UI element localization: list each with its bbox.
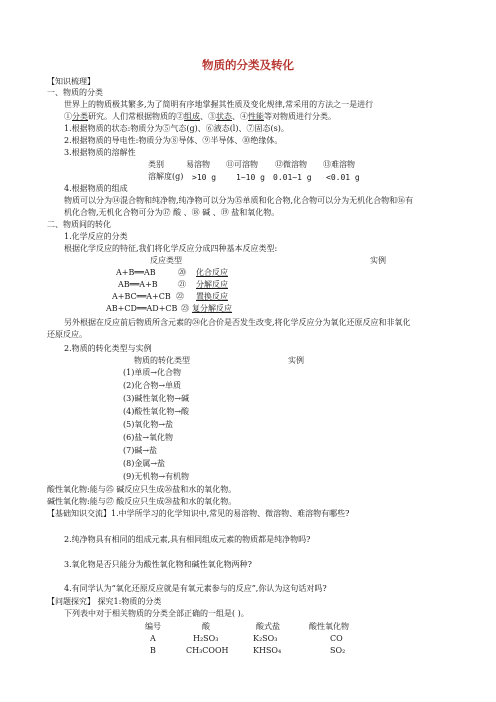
reaction-classification-heading: 1.化学反应的分类 (64, 232, 128, 241)
exploration-question: 下列表中对于相关物质的分类全部正确的一组是( )。 (64, 609, 249, 618)
intro-line-2: ①分类研究。人们常根据物质的②组成、③状态、④性能等对物质进行分类。 (64, 112, 336, 121)
rxn-no: ㉓ (181, 304, 189, 313)
tbl-cell: KHSO₄ (253, 646, 282, 655)
rxn-eq: A+B══AB (116, 268, 156, 277)
basic-question-4: 4.有同学认为“氧化还原反应就是有氧元素参与的反应”,你认为这句话对吗? (64, 584, 327, 593)
composition-line-2: 机化合物,无机化合物可分为⑰ 酸 、⑱ 碱 、⑲ 盐和氧化物。 (64, 208, 280, 217)
conv-header-type: 物质的转化类型 (134, 356, 190, 365)
rxn-name: 复分解反应 (192, 304, 232, 313)
conv-row: (1)单质→化合物 (123, 368, 182, 377)
tbl-header-number: 编号 (145, 622, 161, 631)
conv-row: (9)无机物→有机物 (123, 472, 190, 481)
problem-exploration-heading: 【问题探究】 探究1:物质的分类 (47, 597, 162, 606)
sol-value-insoluble: <0.01 g (326, 173, 360, 182)
sol-header-slightly-soluble: ⑪可溶物 (226, 160, 258, 169)
conversion-types-heading: 2.物质的转化类型与实例 (64, 344, 152, 353)
tbl-cell: B (150, 646, 156, 655)
sol-value-soluble: >10 g (192, 173, 217, 182)
tbl-cell: CH₃COOH (186, 646, 229, 655)
tbl-header-acid-salt: 酸式盐 (256, 622, 280, 631)
solubility-heading: 3.根据物质的溶解性 (64, 148, 136, 157)
conv-row: (3)碱性氧化物→碱 (123, 394, 190, 403)
rxn-no: ㉒ (176, 292, 184, 301)
sol-header-category: 类别 (148, 160, 164, 169)
basic-question-3: 3.氧化物是否只能分为酸性氧化物和碱性氧化物两种? (64, 560, 252, 569)
rxn-name: 化合反应 (196, 268, 228, 277)
sol-value-label: 溶解度(g) (148, 172, 184, 181)
rxn-header-type: 反应类型 (150, 256, 182, 265)
sol-value-slightly-soluble: 1~10 g (236, 173, 265, 182)
conv-row: (8)金属→盐 (123, 459, 166, 468)
sol-header-soluble: 易溶物 (186, 160, 210, 169)
redox-line-2: 还原反应。 (47, 330, 87, 339)
basic-oxide-definition: 碱性氧化物:能与㉗ 酸反应只生成㉘盐和水的氧化物。 (47, 497, 237, 506)
rxn-eq: AB+CD══AD+CB (106, 304, 178, 313)
basic-question-2: 2.纯净物具有相同的组成元素,具有相同组成元素的物质都是纯净物吗? (64, 535, 311, 544)
basic-question-1: 【基础知识交流】1.中学所学习的化学知识中,常见的易溶物、微溶物、难溶物有哪些? (47, 509, 350, 518)
conv-header-example: 实例 (288, 356, 304, 365)
rxn-name: 分解反应 (196, 280, 228, 289)
sol-value-micro-soluble: 0.01~1 g (273, 173, 312, 182)
tbl-cell: H₂SO₃ (193, 634, 219, 643)
rxn-eq: A+BC══A+CB (112, 292, 171, 301)
rxn-name: 置换反应 (196, 292, 228, 301)
rxn-eq: AB══A+B (118, 280, 158, 289)
redox-line-1: 另外根据在反应前后物质所含元素的㉔化合价是否发生改变,将化学反应分为氧化还原反应和非氧化 (64, 318, 411, 327)
conv-row: (5)氧化物→盐 (123, 420, 174, 429)
section-classification-heading: 一、物质的分类 (47, 88, 103, 97)
sol-header-insoluble: ⑬难溶物 (323, 160, 355, 169)
tbl-cell: SO₂ (330, 646, 346, 655)
page-title: 物质的分类及转化 (202, 58, 294, 72)
intro-line-1: 世界上的物质极其繁多,为了简明有序地掌握其性质及变化规律,常采用的方法之一是进行 (64, 100, 374, 109)
composition-heading: 4.根据物质的组成 (64, 184, 128, 193)
reaction-intro: 根据化学反应的特征,我们将化学反应分成四种基本反应类型: (64, 244, 278, 253)
rxn-header-example: 实例 (370, 256, 386, 265)
tbl-header-acidic-oxide: 酸性氧化物 (309, 622, 349, 631)
tbl-header-acid: 酸 (202, 622, 210, 631)
rxn-no: ⑳ (178, 268, 186, 277)
knowledge-heading: 【知识梳理】 (47, 77, 95, 86)
section-conversion-heading: 二、物质间的转化 (47, 220, 111, 229)
conv-row: (4)酸性氧化物→酸 (123, 407, 190, 416)
tbl-cell: CO (330, 634, 343, 643)
sol-header-micro-soluble: ⑫微溶物 (275, 160, 307, 169)
conv-row: (2)化合物→单质 (123, 381, 182, 390)
conv-row: (6)盐→氧化物 (123, 433, 174, 442)
tbl-cell: K₂SO₃ (253, 634, 278, 643)
state-classification: 1.根据物质的状态:物质分为⑤气态(g)、⑥液态(l)、⑦固态(s)。 (64, 124, 289, 133)
acidic-oxide-definition: 酸性氧化物:能与㉕ 碱反应只生成㉖盐和水的氧化物。 (47, 485, 237, 494)
conv-row: (7)碱→盐 (123, 446, 158, 455)
composition-line-1: 物质可以分为⑭混合物和纯净物,纯净物可以分为⑮单质和化合物,化合物可以分为无机化合物和⑯有 (64, 196, 414, 205)
tbl-cell: A (150, 634, 156, 643)
conductivity-classification: 2.根据物质的导电性:物质分为⑧导体、⑨半导体、⑩绝缘体。 (64, 136, 283, 145)
rxn-no: ㉑ (178, 280, 186, 289)
